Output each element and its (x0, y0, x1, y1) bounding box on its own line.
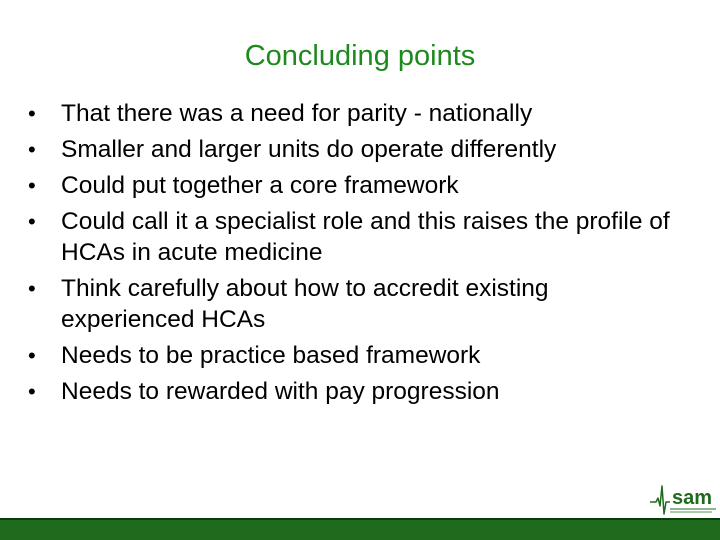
bullet-text: Needs to be practice based framework (61, 342, 481, 369)
bullet-item (28, 206, 688, 268)
bullet-text: Needs to rewarded with pay progression (61, 378, 500, 405)
bullet-dot-icon: • (28, 101, 36, 126)
slide-title: Concluding points (244, 40, 476, 72)
bullet-text: Think carefully about how to accredit existing experienced HCAs (61, 275, 549, 333)
bullet-text: Smaller and larger units do operate differently (61, 136, 557, 163)
bullet-dot-icon: • (28, 173, 36, 198)
bullet-text: Could call it a specialist role and this raises the profile of HCAs in acute medicine (61, 208, 670, 266)
heartbeat-pulse-icon (648, 478, 718, 518)
bullet-item (28, 376, 688, 407)
bullet-item (28, 98, 688, 129)
sam-logo (648, 478, 718, 518)
bullet-item (28, 170, 688, 201)
bullet-dot-icon: • (28, 276, 36, 301)
bullet-text: That there was a need for parity - nationally (61, 100, 533, 127)
bullet-dot-icon: • (28, 137, 36, 162)
bullet-item (28, 273, 688, 335)
footer-bar (0, 518, 720, 540)
bullet-item (28, 340, 688, 371)
bullet-dot-icon: • (28, 209, 36, 234)
bullet-dot-icon: • (28, 343, 36, 368)
bullet-dot-icon: • (28, 379, 36, 404)
bullet-item (28, 134, 688, 165)
bullet-text: Could put together a core framework (61, 172, 459, 199)
bullet-list (28, 98, 688, 412)
logo-text: sam (672, 487, 713, 509)
